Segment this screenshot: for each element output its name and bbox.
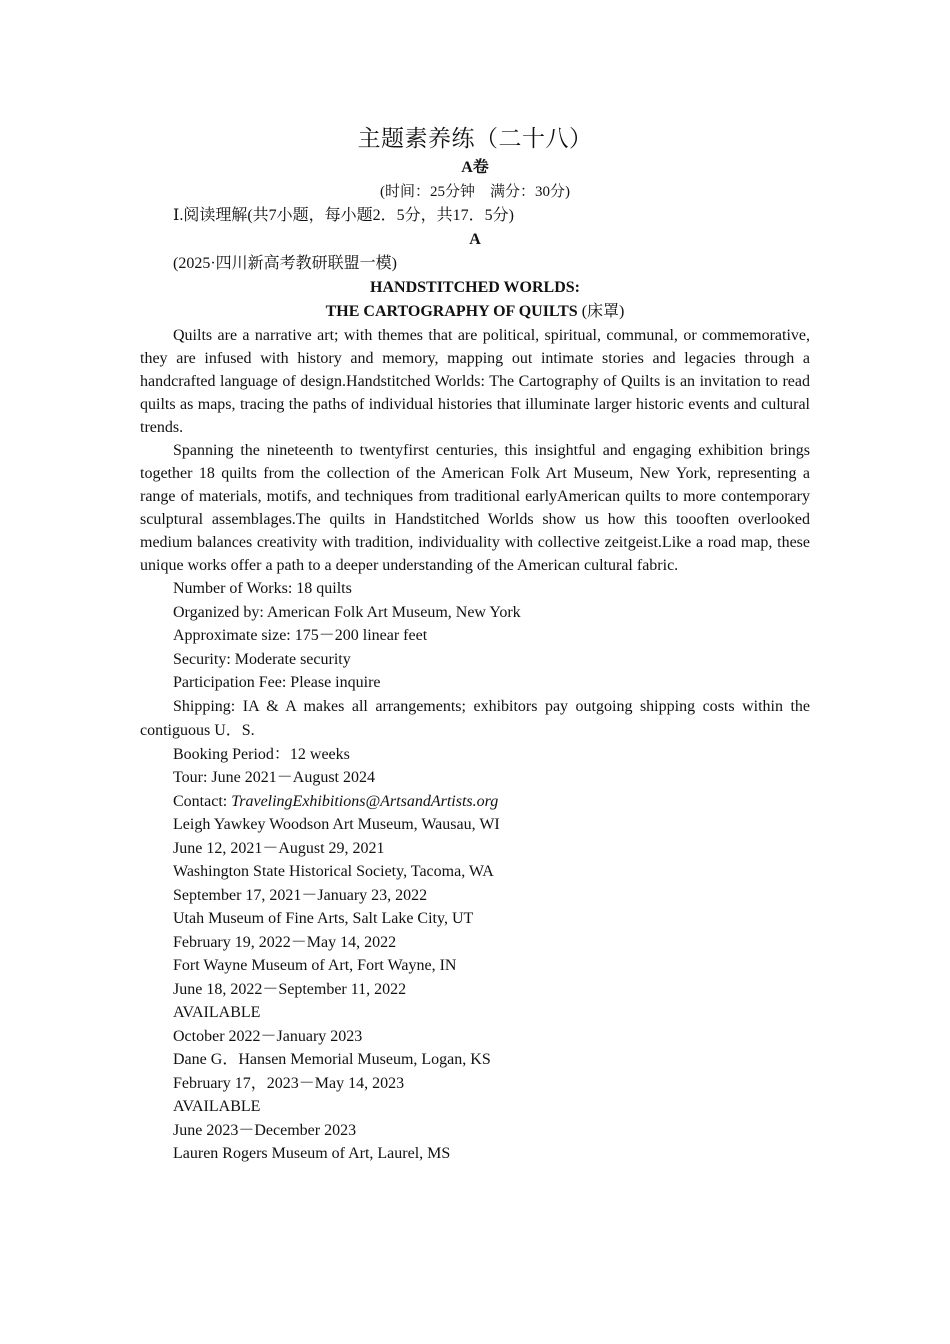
detail-fee: Participation Fee: Please inquire bbox=[173, 674, 381, 691]
contact-label: Contact: bbox=[173, 792, 232, 810]
page-title: 主题素养练（二十八） bbox=[357, 126, 593, 152]
contact-email: TravelingExhibitions@ArtsandArtists.org bbox=[231, 792, 499, 810]
detail-tour: Tour: June 2021－August 2024 bbox=[173, 769, 375, 786]
schedule-line: AVAILABLE bbox=[173, 1004, 261, 1021]
article-paragraph-1: Quilts are a narrative art; with themes that are political, spiritual, communal, or commemorative, they are infused with history and memory, mapping out intimate stories and legacies through a handcrafted language of design.Handstitched Worlds: The Cartography of Quilts is an invitation to read quilts as maps, tracing the paths of individual histories that illuminate larger historic events and cultural trends. bbox=[140, 327, 810, 436]
passage-source: (2025·四川新高考教研联盟一模) bbox=[173, 255, 397, 272]
schedule-line: Washington State Historical Society, Tacoma, WA bbox=[173, 863, 494, 880]
volume-label: A卷 bbox=[461, 159, 489, 176]
detail-number-of-works: Number of Works: 18 quilts bbox=[173, 580, 352, 597]
article-title-note: (床罩) bbox=[581, 303, 625, 320]
schedule-line: Fort Wayne Museum of Art, Fort Wayne, IN bbox=[173, 957, 457, 974]
article-paragraph-2: Spanning the nineteenth to twentyfirst centuries, this insightful and engaging exhibition brings together 18 quilts from the collection of the American Folk Art Museum, New York, representing a range of materials, motifs, and techniques from traditional earlyAmerican quilts to more contemporary sculptural assemblages.The quilts in Handstitched Worlds show us how this toooften overlooked medium balances creativity with tradition, individuality with collective zeitgeist.Like a road map, these unique works offer a path to a deeper understanding of the American cultural fabric. bbox=[140, 442, 810, 574]
passage-letter: A bbox=[469, 231, 481, 248]
schedule-line: February 17，2023－May 14, 2023 bbox=[173, 1074, 405, 1092]
detail-organized-by: Organized by: American Folk Art Museum, New York bbox=[173, 603, 521, 621]
article-title-text: THE CARTOGRAPHY OF QUILTS bbox=[325, 303, 578, 320]
time-info: (时间：25分钟 满分：30分) bbox=[380, 184, 570, 200]
detail-booking: Booking Period：12 weeks bbox=[173, 745, 350, 763]
detail-contact bbox=[140, 790, 810, 814]
schedule-line: Utah Museum of Fine Arts, Salt Lake City, UT bbox=[173, 910, 474, 927]
schedule-line: September 17, 2021－January 23, 2022 bbox=[173, 886, 428, 904]
schedule-line: February 19, 2022－May 14, 2022 bbox=[173, 933, 397, 951]
detail-shipping: Shipping: IA & A makes all arrangements; exhibitors pay outgoing shipping costs within the contiguous U．S. bbox=[140, 697, 810, 739]
article-title-line2 bbox=[140, 300, 810, 324]
schedule-line: Leigh Yawkey Woodson Art Museum, Wausau, WI bbox=[173, 816, 500, 833]
schedule-line: October 2022－January 2023 bbox=[173, 1027, 363, 1045]
schedule-line: June 18, 2022－September 11, 2022 bbox=[173, 980, 407, 998]
schedule-line: June 2023－December 2023 bbox=[173, 1121, 357, 1139]
schedule-line: Dane G．Hansen Memorial Museum, Logan, KS bbox=[173, 1051, 491, 1068]
detail-size: Approximate size: 175－200 linear feet bbox=[173, 627, 428, 644]
document-page bbox=[140, 122, 810, 1166]
article-title-line1: HANDSTITCHED WORLDS: bbox=[370, 279, 580, 296]
schedule-line: Lauren Rogers Museum of Art, Laurel, MS bbox=[173, 1145, 451, 1162]
detail-security: Security: Moderate security bbox=[173, 650, 351, 668]
schedule-line: June 12, 2021－August 29, 2021 bbox=[173, 839, 385, 857]
section-heading: Ⅰ.阅读理解(共7小题，每小题2．5分，共17．5分) bbox=[173, 207, 514, 224]
schedule-line: AVAILABLE bbox=[173, 1098, 261, 1115]
